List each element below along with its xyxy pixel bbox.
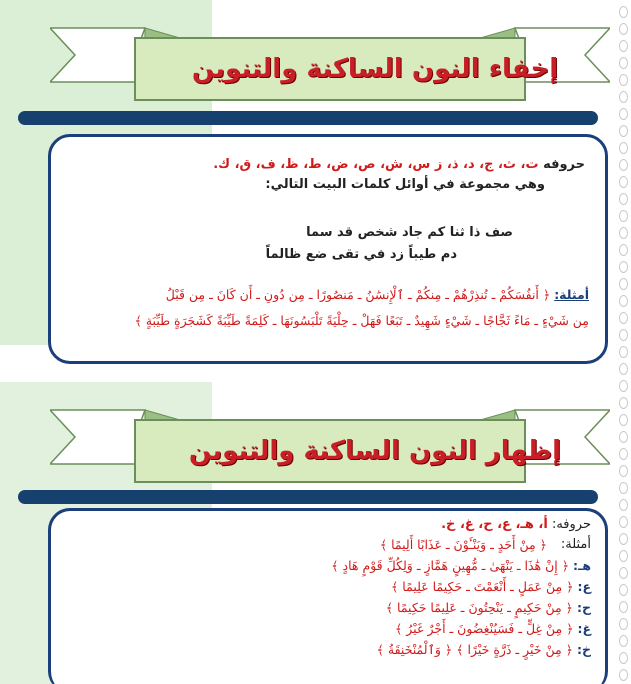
binder-ring	[619, 57, 628, 69]
izhar-example-text: ﴿ مِنْ حَكِيمٍ ـ يَنْحِتُونَ ـ عَلِيمًا حَكِيمًا ﴾	[385, 600, 573, 615]
izhar-example-row	[395, 621, 591, 636]
izhar-letters-line	[441, 517, 591, 532]
binder-ring	[619, 227, 628, 239]
letters-line	[213, 157, 585, 172]
izhar-example-key: خ:	[576, 642, 591, 657]
ikhfa-letters: ت، ث، ج، د، ذ، ز س، ش، ص، ض، ط، ظ، ف، ق، ك.	[213, 157, 539, 172]
examples-row-2	[135, 313, 589, 328]
izhar-example-row	[377, 642, 591, 657]
binder-ring	[619, 550, 628, 562]
izhar-example-key: ع:	[577, 579, 591, 594]
binder-ring	[619, 244, 628, 256]
izhar-example-text: ﴿ مِنْ أَحَدٍ ـ وَيَنْـَٔوْنَ ـ عَذَابًا أَلِيمًا ﴾	[379, 537, 547, 552]
binder-ring	[619, 499, 628, 511]
izhar-card	[48, 508, 608, 684]
izhar-example-row	[331, 558, 591, 573]
section-title-izhar: إظهار النون الساكنة والتنوين	[188, 436, 562, 466]
binder-ring	[619, 261, 628, 273]
examples-text-2: مِن شَيْءٍ ـ مَاءً ثَجَّاجًا ـ شَيْءٍ شَهِيدٌ ـ تَبَعًا فَهَلْ ـ حِلْيَةً تَلْبَسُونَهَا ـ كَلِمَةً طَيِّبَةً كَشَجَرَةٍ طَيِّبَةٍ ﴾	[134, 313, 589, 328]
binder-ring	[619, 108, 628, 120]
binder-ring	[619, 465, 628, 477]
binder-ring	[619, 397, 628, 409]
binder-ring	[619, 6, 628, 18]
binder-ring	[619, 329, 628, 341]
binder-ring	[619, 431, 628, 443]
binder-rings	[615, 0, 631, 684]
izhar-examples-label: أمثلة:	[560, 537, 591, 552]
izhar-example-row	[386, 600, 591, 615]
binder-ring	[619, 363, 628, 375]
intro-text: وهي مجموعة في أوائل كلمات البيت التالي:	[265, 177, 545, 192]
binder-ring	[619, 448, 628, 460]
binder-ring	[619, 125, 628, 137]
binder-ring	[619, 295, 628, 307]
binder-ring	[619, 74, 628, 86]
title-ribbon-2	[50, 392, 610, 492]
binder-ring	[619, 652, 628, 664]
binder-ring	[619, 567, 628, 579]
binder-ring	[619, 601, 628, 613]
binder-ring	[619, 533, 628, 545]
binder-ring	[619, 618, 628, 630]
binder-ring	[619, 635, 628, 647]
binder-ring	[619, 380, 628, 392]
binder-ring	[619, 669, 628, 681]
binder-ring	[619, 193, 628, 205]
title-ribbon-1	[50, 10, 610, 110]
izhar-example-text: ﴿ إِنْ هَٰذَا ـ يَنْهَىٰ ـ مُّهِينٍ هَمَّازٍ ـ وَلِكُلِّ قَوْمٍ هَادٍ ﴾	[331, 558, 570, 573]
binder-ring	[619, 23, 628, 35]
binder-ring	[619, 91, 628, 103]
verse-line-2: دم طيباً زد في تقى ضع ظالماً	[265, 247, 457, 262]
binder-ring	[619, 210, 628, 222]
verse-line-1: صف ذا ثنا كم جاد شخص قد سما	[306, 225, 513, 240]
divider-bar-1	[18, 111, 598, 125]
izhar-example-key: ح:	[576, 600, 591, 615]
examples-row-1	[166, 287, 589, 302]
binder-ring	[619, 584, 628, 596]
binder-ring	[619, 142, 628, 154]
section-title-ikhfa: إخفاء النون الساكنة والتنوين	[191, 54, 559, 84]
binder-ring	[619, 40, 628, 52]
letters-prefix: حروفه	[543, 157, 585, 172]
izhar-example-text: ﴿ مِنْ غِلٍّ ـ فَسَيُنْغِضُونَ ـ أَجْرٌ غَيْرُ ﴾	[394, 621, 574, 636]
binder-ring	[619, 278, 628, 290]
izhar-letters-label: حروفه:	[551, 517, 591, 532]
izhar-example-row	[391, 579, 591, 594]
izhar-example-text: ﴿ مِنْ عَمَلٍ ـ أَنْعَمْتَ ـ حَكِيمًا عَلِيمًا ﴾	[391, 579, 574, 594]
examples-label: أمثلة:	[554, 287, 589, 302]
binder-ring	[619, 176, 628, 188]
izhar-example-text: ﴿ مِنْ خَيْرٍ ـ ذَرَّةٍ خَيْرًا ﴾ ﴿ وَٱلْمُنْخَنِقَةُ ﴾	[376, 642, 573, 657]
binder-ring	[619, 159, 628, 171]
binder-ring	[619, 312, 628, 324]
izhar-letters: أ، هـ، ع، ح، غ، خ.	[441, 517, 548, 532]
binder-ring	[619, 482, 628, 494]
binder-ring	[619, 516, 628, 528]
izhar-example-row	[380, 537, 547, 552]
binder-ring	[619, 346, 628, 358]
examples-text-1: ﴿ أَنفُسَكُمْ ـ تُنذِرْهُمْ ـ مِنكُمْ ـ ٱلْإِنسَٰنُ ـ مَنصُورًا ـ مِن دُونِ ـ أَن كَانَ ـ مِن قَبْلُ	[165, 287, 551, 302]
ikhfa-card	[48, 134, 608, 364]
izhar-example-key: غ:	[577, 621, 591, 636]
binder-ring	[619, 414, 628, 426]
divider-bar-2	[18, 490, 598, 504]
izhar-example-key: هـ:	[573, 558, 591, 573]
